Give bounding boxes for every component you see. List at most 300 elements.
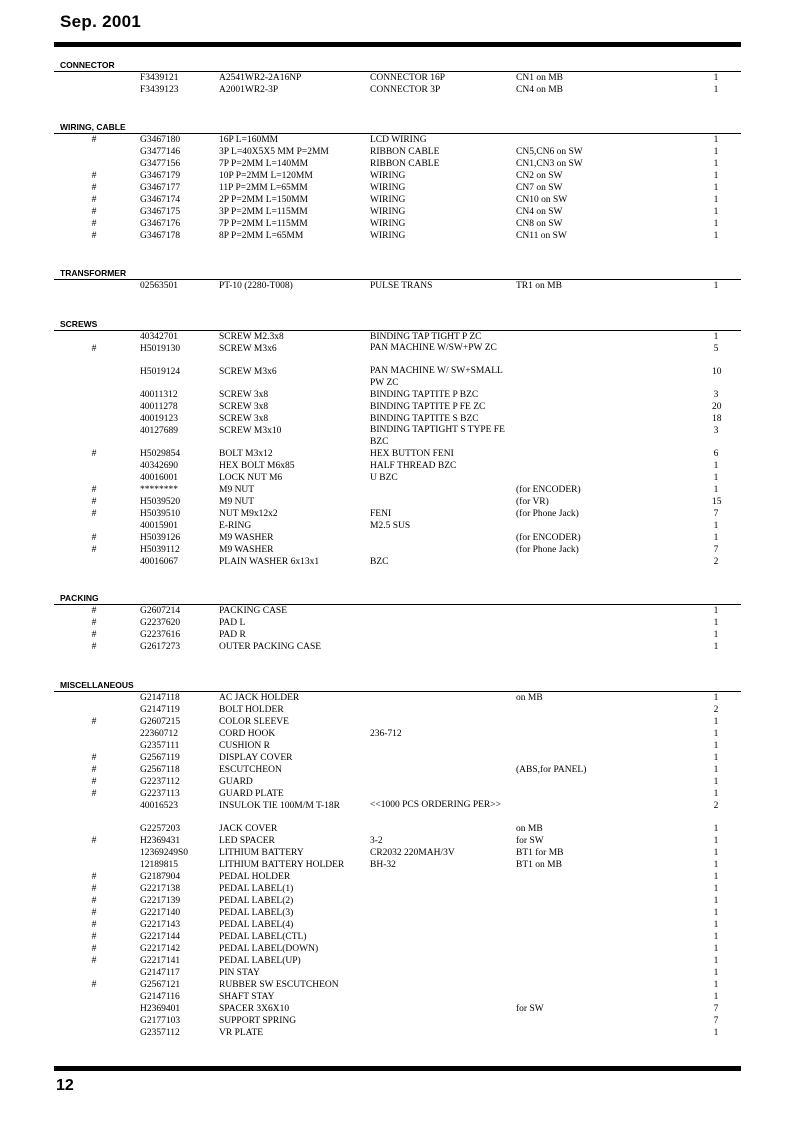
part-row [54,343,741,366]
part-quantity: 1 [713,171,719,181]
part-description: PIN STAY [219,968,260,978]
part-row [54,931,741,943]
part-number: G3467180 [140,135,181,145]
bottom-rule [54,1066,741,1071]
part-number: G3467177 [140,183,181,193]
part-quantity: 1 [713,884,719,894]
part-quantity: 1 [713,533,719,543]
part-location: CN4 on SW [516,207,563,217]
part-description: M9 NUT [219,497,255,507]
part-description: LITHIUM BATTERY HOLDER [219,860,345,870]
part-row [54,508,741,520]
part-location: on MB [516,693,543,703]
part-description: 3P L=40X5X5 MM P=2MM [219,147,329,157]
part-quantity: 15 [712,497,722,507]
change-mark: # [91,944,97,954]
part-row [54,389,741,401]
part-description: PEDAL LABEL(DOWN) [219,944,319,954]
part-row [54,146,741,158]
part-description: PT-10 (2280-T008) [219,281,293,291]
part-number: 40011312 [140,390,178,400]
change-mark: # [91,497,97,507]
change-mark: # [91,980,97,990]
part-number: 12369249S0 [140,848,189,858]
part-quantity: 1 [713,183,719,193]
part-quantity: 1 [713,777,719,787]
change-mark: # [91,884,97,894]
part-number: G3467175 [140,207,181,217]
part-number: G2217144 [140,932,181,942]
part-description: E-RING [219,521,252,531]
part-number: G2257203 [140,824,181,834]
part-quantity: 1 [713,836,719,846]
section-transformer [54,268,741,292]
page-number: 12 [56,1077,74,1094]
part-row [54,194,741,206]
part-description: 8P P=2MM L=65MM [219,231,304,241]
part-description: GUARD PLATE [219,789,284,799]
section-wiring [54,122,741,242]
part-number: 40016067 [140,557,178,567]
part-quantity: 1 [713,848,719,858]
part-quantity: 1 [713,968,719,978]
part-description: PLAIN WASHER 6x13x1 [219,557,320,567]
part-description: PEDAL LABEL(2) [219,896,294,906]
part-spec: BH-32 [370,860,396,870]
part-number: G3477156 [140,159,181,169]
change-mark: # [91,533,97,543]
change-mark: # [91,135,97,145]
part-spec: 236-712 [370,729,402,739]
part-row [54,776,741,788]
part-description: ESCUTCHEON [219,765,282,775]
part-row [54,448,741,460]
change-mark: # [91,344,97,354]
top-rule [54,42,741,47]
change-mark: # [91,449,97,459]
part-number: G2357111 [140,741,180,751]
part-quantity: 1 [713,195,719,205]
part-description: M9 NUT [219,485,255,495]
part-spec: WIRING [370,195,406,205]
part-description: LED SPACER [219,836,275,846]
parts-list [54,331,741,568]
part-location: CN1 on MB [516,73,563,83]
part-quantity: 3 [713,390,719,400]
part-row [54,544,741,556]
part-number: G2217142 [140,944,181,954]
change-mark: # [91,836,97,846]
part-description: PEDAL LABEL(3) [219,908,294,918]
part-row [54,218,741,230]
part-quantity: 10 [712,367,722,377]
part-quantity: 5 [713,344,719,354]
part-number: G2217138 [140,884,181,894]
part-row [54,800,741,823]
section-screws [54,319,741,568]
part-number: G2187904 [140,872,181,882]
part-quantity: 1 [713,231,719,241]
part-quantity: 1 [713,73,719,83]
part-number: 40015901 [140,521,178,531]
part-row [54,835,741,847]
part-location: CN5,CN6 on SW [516,147,583,157]
part-row [54,496,741,508]
part-spec: BINDING TAPTITE S BZC [370,414,479,424]
part-number: G2357112 [140,1028,180,1038]
part-row [54,740,741,752]
part-quantity: 1 [713,473,719,483]
part-description: GUARD [219,777,253,787]
part-spec: PAN MACHINE W/SW+PW ZC [370,343,497,353]
part-location: CN11 on SW [516,231,567,241]
part-location: on MB [516,824,543,834]
part-location: for SW [516,1004,544,1014]
part-row [54,895,741,907]
part-spec: 3-2 [370,836,383,846]
part-spec: BINDING TAPTIGHT S TYPE FE BZC [370,425,505,447]
parts-list [54,692,741,1039]
part-number: G2567119 [140,753,180,763]
part-spec: WIRING [370,171,406,181]
part-quantity: 1 [713,908,719,918]
part-description: PEDAL HOLDER [219,872,291,882]
part-description: PEDAL LABEL(4) [219,920,294,930]
part-number: ******** [140,485,178,495]
part-number: H5029854 [140,449,181,459]
part-number: G3467176 [140,219,181,229]
part-spec: RIBBON CABLE [370,147,440,157]
part-quantity: 1 [713,606,719,616]
part-description: SCREW M3x6 [219,367,277,377]
part-description: SCREW 3x8 [219,414,269,424]
part-description: SPACER 3X6X10 [219,1004,290,1014]
part-spec: CONNECTOR 3P [370,85,441,95]
part-description: 16P L=160MM [219,135,279,145]
part-quantity: 20 [712,402,722,412]
section-title: WIRING, CABLE [54,122,741,134]
part-row [54,752,741,764]
part-quantity: 1 [713,693,719,703]
part-description: COLOR SLEEVE [219,717,289,727]
change-mark: # [91,717,97,727]
part-quantity: 1 [713,219,719,229]
part-spec: CONNECTOR 16P [370,73,446,83]
part-row [54,72,741,84]
part-row [54,704,741,716]
part-quantity: 1 [713,729,719,739]
part-spec: WIRING [370,219,406,229]
part-row [54,871,741,883]
part-number: G2567118 [140,765,180,775]
part-quantity: 1 [713,765,719,775]
part-quantity: 1 [713,872,719,882]
part-description: SCREW 3x8 [219,390,269,400]
part-row [54,532,741,544]
change-mark: # [91,195,97,205]
part-row [54,280,741,292]
part-number: 40016001 [140,473,178,483]
part-spec: HALF THREAD BZC [370,461,457,471]
part-description: SUPPORT SPRING [219,1016,297,1026]
part-location: BT1 on MB [516,860,562,870]
part-number: G2217141 [140,956,181,966]
change-mark: # [91,753,97,763]
part-quantity: 1 [713,860,719,870]
part-quantity: 1 [713,753,719,763]
part-spec: BINDING TAPTITE P FE ZC [370,402,486,412]
part-number: G2147116 [140,992,180,1002]
part-row [54,230,741,242]
part-row [54,979,741,991]
part-quantity: 1 [713,920,719,930]
part-location: CN2 on SW [516,171,563,181]
part-location: CN8 on SW [516,219,563,229]
part-number: G3467178 [140,231,181,241]
change-mark: # [91,642,97,652]
part-description: SCREW M3x6 [219,344,277,354]
part-row [54,1003,741,1015]
part-number: G3477146 [140,147,181,157]
change-mark: # [91,545,97,555]
part-number: 40011278 [140,402,178,412]
part-description: LITHIUM BATTERY [219,848,304,858]
part-number: G2607215 [140,717,181,727]
part-number: G2147117 [140,968,180,978]
part-description: PEDAL LABEL(UP) [219,956,301,966]
part-quantity: 1 [713,1028,719,1038]
part-description: PEDAL LABEL(1) [219,884,294,894]
part-number: G2607214 [140,606,181,616]
change-mark: # [91,207,97,217]
part-number: F3439121 [140,73,179,83]
part-description: SCREW 3x8 [219,402,269,412]
part-spec: U BZC [370,473,398,483]
part-row [54,170,741,182]
part-number: H5039126 [140,533,181,543]
part-row [54,728,741,740]
part-quantity: 1 [713,135,719,145]
part-description: SCREW M3x10 [219,426,282,436]
parts-list [54,280,741,292]
part-row [54,907,741,919]
part-spec: RIBBON CABLE [370,159,440,169]
part-description: CORD HOOK [219,729,276,739]
part-description: NUT M9x12x2 [219,509,278,519]
part-description: RUBBER SW ESCUTCHEON [219,980,339,990]
part-description: M9 WASHER [219,545,274,555]
part-row [54,847,741,859]
part-quantity: 2 [713,557,719,567]
part-row [54,556,741,568]
part-description: HEX BOLT M6x85 [219,461,295,471]
change-mark: # [91,171,97,181]
part-quantity: 6 [713,449,719,459]
part-quantity: 3 [713,426,719,436]
part-quantity: 18 [712,414,722,424]
change-mark: # [91,219,97,229]
part-number: 40016523 [140,801,178,811]
part-number: G2567121 [140,980,181,990]
part-number: H5039510 [140,509,181,519]
part-location: for SW [516,836,544,846]
part-quantity: 1 [713,896,719,906]
part-row [54,413,741,425]
part-quantity: 2 [713,705,719,715]
part-quantity: 1 [713,147,719,157]
part-number: G3467174 [140,195,181,205]
part-spec: BINDING TAP TIGHT P ZC [370,332,482,342]
part-description: DISPLAY COVER [219,753,293,763]
part-quantity: 1 [713,642,719,652]
part-number: 02563501 [140,281,178,291]
part-quantity: 1 [713,944,719,954]
change-mark: # [91,920,97,930]
part-number: H5039112 [140,545,180,555]
part-description: 3P P=2MM L=115MM [219,207,308,217]
part-quantity: 1 [713,789,719,799]
section-title: TRANSFORMER [54,268,741,280]
part-number: G2217143 [140,920,181,930]
part-description: AC JACK HOLDER [219,693,300,703]
section-title: CONNECTOR [54,60,741,72]
part-number: G2217139 [140,896,181,906]
part-quantity: 1 [713,717,719,727]
change-mark: # [91,485,97,495]
part-location: (for ENCODER) [516,485,581,495]
part-number: F3439123 [140,85,179,95]
part-row [54,484,741,496]
part-row [54,716,741,728]
section-title: MISCELLANEOUS [54,680,741,692]
section-title: PACKING [54,593,741,605]
change-mark: # [91,872,97,882]
part-quantity: 1 [713,207,719,217]
part-number: G2237616 [140,630,181,640]
part-row [54,883,741,895]
change-mark: # [91,956,97,966]
part-quantity: 7 [713,509,719,519]
part-number: G2177103 [140,1016,181,1026]
part-row [54,425,741,448]
part-quantity: 1 [713,159,719,169]
part-quantity: 1 [713,630,719,640]
change-mark: # [91,606,97,616]
part-quantity: 1 [713,85,719,95]
part-description: JACK COVER [219,824,278,834]
part-number: 40019123 [140,414,178,424]
part-quantity: 1 [713,485,719,495]
part-row [54,823,741,835]
change-mark: # [91,618,97,628]
part-description: INSULOK TIE 100M/M T-18R [219,801,340,811]
part-location: (for Phone Jack) [516,509,579,519]
part-quantity: 7 [713,545,719,555]
part-spec: BINDING TAPTITE P BZC [370,390,479,400]
part-row [54,1015,741,1027]
part-row [54,617,741,629]
part-description: BOLT HOLDER [219,705,284,715]
page-date: Sep. 2001 [60,12,142,31]
part-spec: PAN MACHINE W/ SW+SMALL PW ZC [370,366,503,388]
part-description: BOLT M3x12 [219,449,273,459]
part-quantity: 1 [713,956,719,966]
part-row [54,331,741,343]
part-row [54,84,741,96]
part-location: CN4 on MB [516,85,563,95]
part-quantity: 1 [713,932,719,942]
part-number: G2147118 [140,693,180,703]
part-quantity: 2 [713,801,719,811]
part-quantity: 1 [713,824,719,834]
part-number: 40127689 [140,426,178,436]
part-spec: WIRING [370,207,406,217]
part-quantity: 1 [713,980,719,990]
part-row [54,134,741,146]
part-location: CN7 on SW [516,183,563,193]
part-description: SHAFT STAY [219,992,275,1002]
part-row [54,991,741,1003]
part-spec: FENI [370,509,392,519]
part-number: G2237620 [140,618,181,628]
part-description: 7P P=2MM L=115MM [219,219,308,229]
part-row [54,206,741,218]
part-row [54,366,741,389]
part-description: PAD R [219,630,246,640]
part-description: PEDAL LABEL(CTL) [219,932,307,942]
change-mark: # [91,183,97,193]
part-spec: WIRING [370,231,406,241]
part-spec: HEX BUTTON FENI [370,449,454,459]
part-row [54,859,741,871]
part-spec: <<1000 PCS ORDERING PER>> [370,800,501,810]
part-description: 7P P=2MM L=140MM [219,159,309,169]
part-row [54,1027,741,1039]
part-description: SCREW M2.3x8 [219,332,284,342]
part-description: OUTER PACKING CASE [219,642,322,652]
part-spec: WIRING [370,183,406,193]
part-description: PAD L [219,618,246,628]
part-quantity: 1 [713,618,719,628]
part-number: 40342701 [140,332,178,342]
part-location: (for Phone Jack) [516,545,579,555]
part-row [54,692,741,704]
change-mark: # [91,231,97,241]
change-mark: # [91,765,97,775]
part-row [54,182,741,194]
part-number: G2237113 [140,789,180,799]
part-number: G2617273 [140,642,181,652]
part-location: CN10 on SW [516,195,568,205]
part-description: 11P P=2MM L=65MM [219,183,308,193]
part-description: PACKING CASE [219,606,288,616]
part-spec: BZC [370,557,389,567]
part-row [54,629,741,641]
part-row [54,788,741,800]
part-row [54,460,741,472]
parts-list [54,605,741,653]
part-row [54,955,741,967]
part-spec: PULSE TRANS [370,281,433,291]
part-description: LOCK NUT M6 [219,473,283,483]
part-number: 22360712 [140,729,178,739]
part-row [54,764,741,776]
part-description: M9 WASHER [219,533,274,543]
part-row [54,919,741,931]
part-number: H2369431 [140,836,181,846]
part-location: (ABS,for PANEL) [516,765,587,775]
change-mark: # [91,630,97,640]
